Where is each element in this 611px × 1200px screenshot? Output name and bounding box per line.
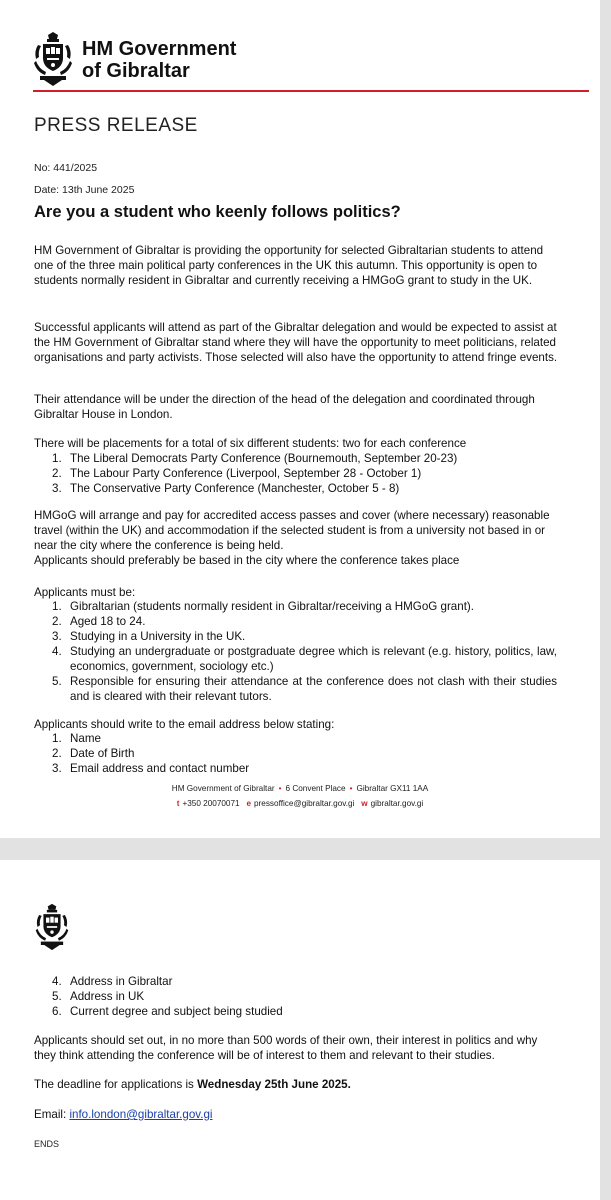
release-date: Date: 13th June 2025: [34, 184, 135, 196]
list-item: 3. The Conservative Party Conference (Manchester, October 5 - 8): [52, 482, 400, 495]
list-item: 4. Address in Gibraltar: [52, 975, 173, 988]
details-list-page-2: [52, 974, 557, 1019]
list-item: 3. Studying in a University in the UK.: [52, 630, 246, 643]
list-item: 6. Current degree and subject being studied: [52, 1005, 283, 1018]
footer-email[interactable]: pressoffice@gibraltar.gov.gi: [254, 799, 355, 808]
list-item: 1. Gibraltarian (students normally resident in Gibraltar/receiving a HMGoG grant).: [52, 600, 475, 613]
gibraltar-crest-logo: [32, 31, 74, 87]
release-number: No: 441/2025: [34, 162, 98, 174]
list-item: 1. Name: [52, 732, 101, 745]
footer-city: Gibraltar GX11 1AA: [356, 784, 429, 793]
paragraph-delegation: Successful applicants will attend as part of the Gibraltar delegation and would be expected to assist at the HM Government of Gibraltar stand where they will have the opportunity to meet politicians, related organisations and party activists. Those selected will also have the opportunity to attend fringe events.: [34, 321, 558, 364]
brand-wordmark: [82, 38, 236, 82]
list-item: 2. Date of Birth: [52, 747, 135, 760]
footer-address: HM Government of Gibraltar • 6 Convent Place • Gibraltar GX11 1AA: [171, 784, 429, 793]
brand-line-2: of Gibraltar: [82, 60, 190, 82]
paragraph-direction: Their attendance will be under the direction of the head of the delegation and coordinated through Gibraltar House in London.: [34, 393, 535, 421]
email-link[interactable]: info.london@gibraltar.gov.gi: [69, 1108, 213, 1121]
list-item: 5. Address in UK: [52, 990, 145, 1003]
brand-line-1: HM Government: [82, 38, 237, 60]
footer-org: HM Government of Gibraltar: [171, 784, 275, 793]
requirements-list: [52, 599, 557, 704]
document-page-2: [0, 860, 600, 1200]
conference-list: [52, 451, 557, 496]
details-list-page-1: [52, 731, 557, 776]
footer-website[interactable]: gibraltar.gov.gi: [370, 799, 424, 808]
paragraph-details-intro: Applicants should write to the email address below stating:: [34, 718, 335, 731]
header-divider: [33, 90, 589, 92]
press-release-label: PRESS RELEASE: [34, 115, 198, 136]
footer-phone: +350 20070071: [182, 799, 240, 808]
paragraph-intro: HM Government of Gibraltar is providing the opportunity for selected Gibraltarian students to attend one of the three main political party conferences in the UK this autumn. This opportunity is open to students normally resident in Gibraltar and currently receiving a HMGoG grant to study in the UK.: [34, 244, 544, 287]
paragraph-funding: HMGoG will arrange and pay for accredited access passes and cover (where necessary) reasonable travel (within the UK) and accommodation if the selected student is from a university not based in or near the city where the conference is being held.: [34, 509, 550, 552]
paragraph-location: Applicants should preferably be based in the city where the conference takes place: [34, 554, 460, 567]
list-item: 3. Email address and contact number: [52, 762, 250, 775]
list-item: 2. The Labour Party Conference (Liverpool, September 28 - October 1): [52, 467, 422, 480]
phone-label: t: [176, 799, 180, 808]
web-label: w: [361, 799, 368, 808]
list-item: 4. Studying an undergraduate or postgraduate degree which is relevant (e.g. history, politics, law, economics, government, sociology etc.): [52, 645, 557, 673]
gibraltar-crest-logo: [34, 901, 70, 953]
paragraph-placements: There will be placements for a total of six different students: two for each conference: [34, 437, 467, 450]
paragraph-requirements-intro: Applicants must be:: [34, 586, 136, 599]
list-item: 2. Aged 18 to 24.: [52, 615, 146, 628]
email-label: e: [246, 799, 251, 808]
list-item: 5. Responsible for ensuring their attendance at the conference does not clash with their studies and is cleared with their relevant tutors.: [52, 675, 557, 703]
footer-contacts: [0, 799, 600, 808]
deadline-date: Wednesday 25th June 2025.: [197, 1078, 351, 1091]
page-title: Are you a student who keenly follows politics?: [34, 203, 401, 221]
paragraph-email: Email: info.london@gibraltar.gov.gi: [34, 1108, 213, 1121]
ends-marker: ENDS: [34, 1139, 60, 1149]
list-item: 1. The Liberal Democrats Party Conference (Bournemouth, September 20-23): [52, 452, 458, 465]
footer-street: 6 Convent Place: [285, 784, 346, 793]
paragraph-essay: Applicants should set out, in no more than 500 words of their own, their interest in politics and why they think attending the conference will be of interest to them and relevant to their studies.: [34, 1034, 538, 1062]
paragraph-deadline: The deadline for applications is Wednesday 25th June 2025.: [34, 1078, 351, 1091]
